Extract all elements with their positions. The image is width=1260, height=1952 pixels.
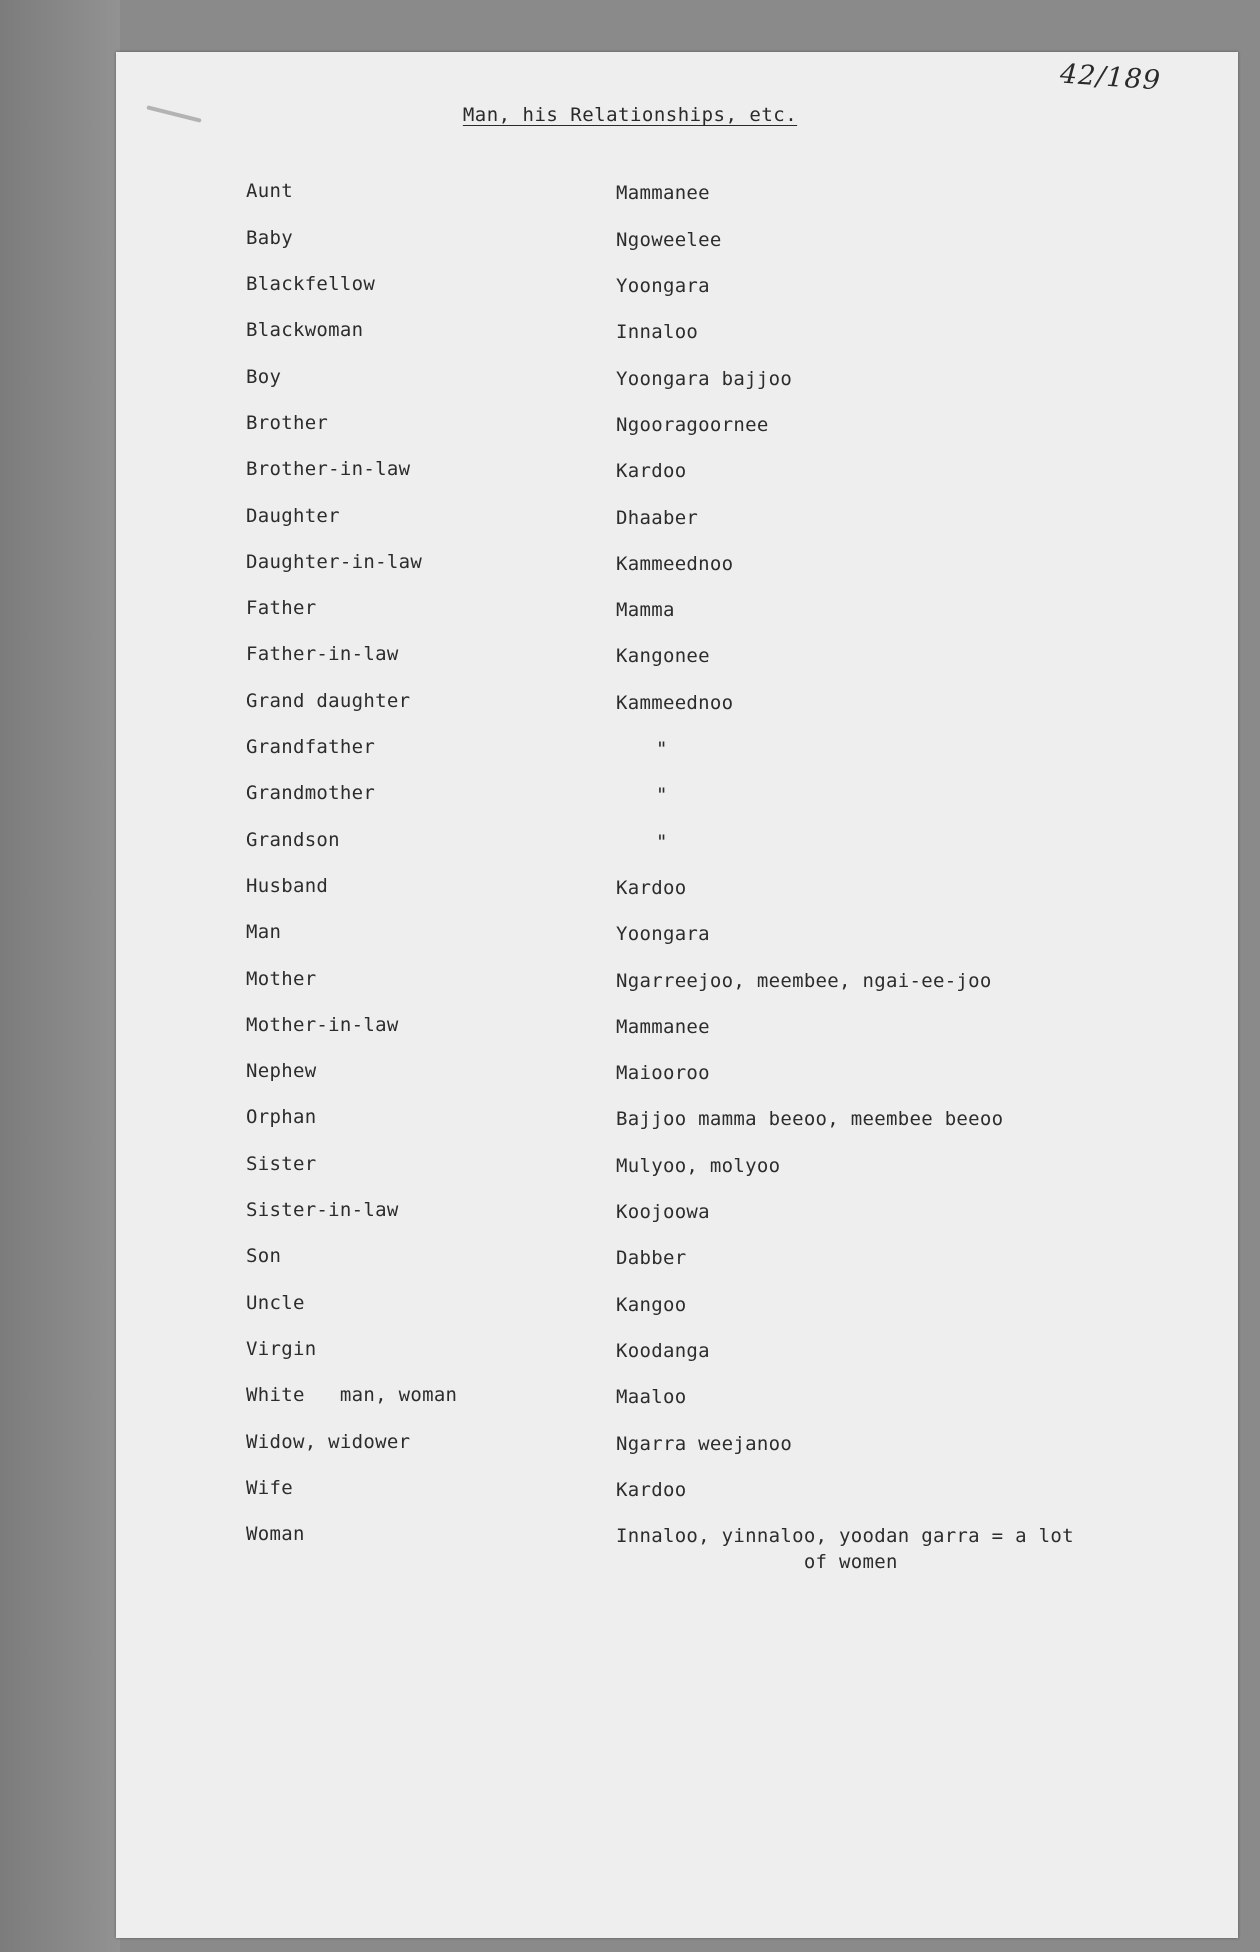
page-number: 42/189 [1059,58,1162,97]
english-term: Mother [246,968,317,990]
english-term: Grandfather [246,736,376,758]
english-term: Uncle [246,1292,305,1314]
native-term: Kardoo [616,1479,687,1501]
entry-row [246,273,1166,309]
entry-row [246,643,1166,679]
english-term: Mother-in-law [246,1014,399,1036]
entry-row [246,412,1166,448]
native-term: Mamma [616,599,675,621]
page-title-text: Man, his Relationships, etc. [462,104,798,126]
entry-row [246,1199,1166,1235]
entry-row [246,1106,1166,1142]
native-term: Innaloo, yinnaloo, yoodan garra = a lot of women [616,1525,1074,1573]
native-term: Bajjoo mamma beeoo, meembee beeoo [616,1108,1004,1130]
entry-row [246,1338,1166,1374]
english-term: Sister-in-law [246,1199,399,1221]
entry-row [246,1523,1166,1583]
native-term: Maiooroo [616,1062,710,1084]
native-term: Koodanga [616,1340,710,1362]
entry-row [246,1245,1166,1281]
english-term: Woman [246,1523,305,1545]
english-term: Nephew [246,1060,317,1082]
native-term: Yoongara bajjoo [616,368,793,390]
native-term: Kardoo [616,877,687,899]
native-term: Innaloo [616,321,699,343]
entry-row [246,968,1166,1004]
native-term: Kammeednoo [616,553,734,575]
entry-row [246,319,1166,355]
native-term: Ngarreejoo, meembee, ngai-ee-joo [616,970,992,992]
entry-row [246,1477,1166,1513]
native-term: Dabber [616,1247,687,1269]
english-term: Grand daughter [246,690,411,712]
entry-row [246,551,1166,587]
entry-row [246,458,1166,494]
entry-row [246,1060,1166,1096]
scan-backdrop [0,0,120,1952]
english-term: Man [246,921,282,943]
entry-row [246,1431,1166,1467]
native-term: Ngoweelee [616,229,722,251]
native-term: Dhaaber [616,507,699,529]
english-term: Daughter-in-law [246,551,423,573]
native-term: Kangoo [616,1294,687,1316]
ditto-mark: " [656,738,668,760]
english-term: Virgin [246,1338,317,1360]
entry-row [246,1014,1166,1050]
entry-row [246,921,1166,957]
english-term: Aunt [246,180,293,202]
native-term: Koojoowa [616,1201,710,1223]
english-term: Blackfellow [246,273,376,295]
ditto-mark: " [656,784,668,806]
entry-row [246,1384,1166,1420]
native-term: Kardoo [616,460,687,482]
page-title [0,104,1260,126]
english-term: Wife [246,1477,293,1499]
english-term: Brother [246,412,329,434]
english-term: Sister [246,1153,317,1175]
entry-row [246,366,1166,402]
entry-row [246,690,1166,726]
entry-row [246,875,1166,911]
native-term: Ngarra weejanoo [616,1433,793,1455]
entry-row [246,736,1166,772]
english-term: Husband [246,875,329,897]
english-term: Father-in-law [246,643,399,665]
english-term: Brother-in-law [246,458,411,480]
native-term: Mulyoo, molyoo [616,1155,781,1177]
entry-row [246,1292,1166,1328]
native-term: Yoongara [616,923,710,945]
english-term: Grandson [246,829,340,851]
english-term: Blackwoman [246,319,364,341]
entry-row [246,227,1166,263]
entry-row [246,597,1166,633]
native-term: Kangonee [616,645,710,667]
native-term: Maaloo [616,1386,687,1408]
ditto-mark: " [656,831,668,853]
english-term: Boy [246,366,282,388]
entry-row [246,782,1166,818]
entry-row [246,829,1166,865]
english-term: Father [246,597,317,619]
native-term: Mammanee [616,182,710,204]
english-term: Grandmother [246,782,376,804]
english-term: Widow, widower [246,1431,411,1453]
english-term: Son [246,1245,282,1267]
entry-row [246,1153,1166,1189]
english-term: White man, woman [246,1384,458,1406]
english-term: Baby [246,227,293,249]
native-term: Ngooragoornee [616,414,769,436]
english-term: Orphan [246,1106,317,1128]
native-term: Yoongara [616,275,710,297]
english-term: Daughter [246,505,340,527]
entry-row [246,505,1166,541]
entry-row [246,180,1166,216]
native-term: Kammeednoo [616,692,734,714]
native-term: Mammanee [616,1016,710,1038]
